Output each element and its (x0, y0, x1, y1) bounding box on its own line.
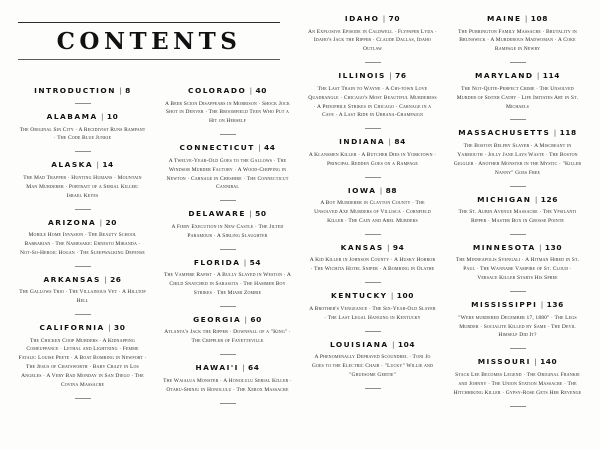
toc-entry-page-number: 140 (540, 357, 558, 367)
toc-entry-title: MICHIGAN (477, 194, 532, 204)
toc-entry-heading (307, 291, 438, 300)
toc-entry-separator: | (522, 14, 530, 23)
toc-entry-separator: | (532, 194, 540, 204)
toc-entry[interactable] (452, 195, 583, 226)
toc-entry-page-number: 26 (110, 274, 122, 284)
toc-entry[interactable] (17, 323, 148, 390)
toc-entry-chapters: The Original Sin City · A Recidivist Runs Rampant · The Code Blue Junkie (19, 126, 146, 142)
toc-entry-divider (75, 103, 91, 104)
toc-entry-title: COLORADO (188, 86, 247, 95)
toc-entry-page-number: 40 (255, 86, 267, 95)
toc-entry-chapters: The Boston Belfry Slayer · A Miscreant in Yarmouth · Jolly Jane Lays Waste · The Boston Giggler · Another Monster in the Mystic · "Killer Nanny" Goes Free (453, 142, 582, 176)
toc-entry-heading (17, 275, 148, 284)
toc-entry[interactable] (307, 340, 438, 380)
toc-entry-heading (162, 363, 293, 372)
toc-entry-separator: | (241, 257, 249, 267)
toc-entry-title: INDIANA (339, 137, 386, 147)
toc-entry-chapters: A Boy Murderer in Clayton County · The Unsolved Axe Murders of Villisca · Cornfield Killer · The Cain and Abel Murders (314, 200, 431, 224)
toc-entry-page-number: 118 (559, 128, 577, 138)
toc-entry-heading (452, 300, 583, 309)
toc-entry-title: IOWA (347, 185, 377, 195)
toc-entry-separator: | (242, 314, 250, 324)
toc-entry-chapters: A Klansmen Killer · A Butcher Dies in Yorktown · Principal Redden Goes on a Rampage (308, 151, 437, 167)
toc-entry-separator: | (536, 242, 544, 252)
toc-entry[interactable] (307, 14, 438, 54)
toc-entry-chapters: A Brother's Vengeance · The Six-Year-Old Slayer · The Last Legal Hanging in Kentucky (309, 305, 436, 321)
toc-entry[interactable] (452, 300, 583, 340)
toc-entry-separator: | (389, 339, 397, 349)
toc-entry[interactable] (452, 128, 583, 177)
toc-entry-separator: | (246, 209, 255, 219)
toc-entry-heading (307, 243, 438, 252)
toc-entry-page-number: 136 (546, 300, 564, 310)
toc-entry-page-number: 114 (542, 71, 560, 81)
toc-entry-chapters: The Vampire Rapist · A Bully Slayed in Weston · A Child Snatched in Sarasota · The Hammer Boy Strikes · The Miami Zombie (163, 272, 292, 296)
contents-column-1 (10, 14, 155, 442)
toc-entry[interactable] (452, 14, 583, 54)
toc-entry-separator: | (97, 217, 105, 227)
toc-entry-title: IDAHO (344, 14, 380, 23)
toc-entry-page-number: 100 (396, 291, 414, 301)
toc-entry-chapters: A Phenomenally Depraved Scoundrel · Toni Jo Goes to the Electric Chair · "Lucky" Willie and "Gruesome Gertie" (311, 354, 434, 378)
toc-entry-divider (75, 209, 91, 210)
toc-entry[interactable] (162, 143, 293, 192)
toc-entry-title: LOUISIANA (329, 339, 389, 349)
toc-entry-divider (510, 406, 526, 407)
contents-column-3 (300, 14, 445, 442)
toc-entry-page-number: 76 (395, 71, 407, 81)
toc-entry-divider (365, 128, 381, 129)
toc-entry-divider (365, 62, 381, 63)
toc-entry-divider (365, 177, 381, 178)
toc-entry-chapters: The Not-Quite-Perfect Crime · The Unsolved Murder of Sister Cathy · Life Imitates Art in St. Michaels (456, 85, 579, 110)
toc-entry-chapters: The Waialua Monster · A Honolulu Serial Killer · Otaru-Shinju in Honolulu · The Xerox Massacre (163, 377, 292, 393)
toc-entry-title: INTRODUCTION (34, 86, 116, 95)
toc-entry-chapters: "Were murdered December 17, 1880" · The Legs Murder · Socialite Killed by Same · The Devil Himself Did It? (458, 314, 577, 339)
toc-entry-page-number: 44 (264, 143, 276, 153)
toc-entry[interactable] (307, 71, 438, 120)
toc-entry-divider (75, 151, 91, 152)
toc-entry-heading (307, 71, 438, 80)
toc-entry[interactable] (162, 86, 293, 126)
toc-entry-separator: | (255, 143, 263, 153)
toc-entry-divider (510, 348, 526, 349)
toc-entry-separator: | (551, 128, 559, 138)
toc-entry-page-number: 126 (540, 194, 558, 204)
toc-entry[interactable] (162, 209, 293, 240)
toc-entry-title: MASSACHUSETTS (458, 128, 551, 138)
toc-entry-divider (220, 403, 236, 404)
toc-entry-page-number: 64 (248, 363, 260, 373)
toc-entry-chapters: The Chicken Coop Murders · A Kidnapping Comeuppance · Lethal and Lightning · Femme Fatale: Louise Peete · A Boat Bombing in Newport · The Jesus of Chatsworth · Baby Crazy in Los Angeles · A Very Bad Monday in San Diego · The Covina Massacre (18, 337, 147, 389)
toc-entry-separator: | (538, 300, 546, 310)
toc-entry-separator: | (101, 274, 110, 284)
toc-entry[interactable] (17, 160, 148, 200)
toc-entry-page-number: 84 (394, 137, 406, 147)
toc-entry-divider (220, 249, 236, 250)
toc-entry-page-number: 130 (544, 242, 563, 252)
toc-entry[interactable] (162, 363, 293, 394)
toc-entry-chapters: The Last Train to Wayne · A Chi-town Love Quadrangle · Chicago's Most Beautiful Murderess · A Pedophile Strikes in Chicago · Carnage in a Cave · A Last Ride in Urbana-Champaign (308, 85, 437, 119)
contents-column-4 (445, 14, 590, 442)
toc-entry-title: MAINE (487, 14, 522, 23)
toc-entry-page-number: 10 (106, 112, 119, 121)
toc-entry-title: FLORIDA (193, 257, 241, 267)
toc-entry-heading (162, 315, 293, 324)
toc-entry-divider (365, 388, 381, 389)
toc-entry-page-number: 54 (249, 257, 262, 267)
toc-entry-page-number: 30 (113, 323, 126, 333)
toc-entry-heading (17, 112, 148, 121)
toc-entry-divider (220, 200, 236, 201)
toc-entry[interactable] (17, 86, 148, 95)
toc-entry-chapters: A Twelve-Year-Old Goes to the Gallows · The Windsor Murder Factory · A Wood-Chipping in Newton · Carnage in Cheshire · The Connecticut Cannibal (166, 157, 289, 191)
toc-entry-divider (365, 234, 381, 235)
toc-entry-chapters: Mobile Home Invasion · The Beauty School Barbarian · The Namesake: Ernesto Miranda · Not-So-Heroic Hogan · The Sleepwalking Defense (20, 232, 145, 256)
toc-entry[interactable] (307, 291, 438, 322)
toc-entry-chapters: A Fiery Execution in New Castle · The Jilted Paramour · A Sibling Slaughter (171, 223, 284, 239)
toc-entry-divider (510, 119, 526, 120)
toc-entry-heading (452, 71, 583, 80)
toc-entry-title: KANSAS (340, 242, 384, 252)
toc-entry-heading (452, 357, 583, 366)
toc-entry-heading (162, 209, 293, 218)
toc-entry[interactable] (307, 186, 438, 226)
toc-entry-heading (452, 14, 583, 23)
toc-entry-separator: | (386, 137, 394, 147)
toc-entry-page-number: 94 (392, 242, 405, 252)
toc-entry-title: MARYLAND (475, 71, 534, 81)
toc-entry[interactable] (307, 243, 438, 274)
toc-entry-separator: | (534, 71, 542, 81)
toc-entry-page-number: 8 (125, 86, 131, 95)
toc-entry-divider (220, 134, 236, 135)
toc-entry[interactable] (452, 243, 583, 283)
toc-entry-separator: | (94, 160, 102, 170)
toc-entry-separator: | (531, 357, 540, 367)
toc-entry-divider (510, 234, 526, 235)
toc-entry[interactable] (17, 112, 148, 143)
toc-entry-separator: | (239, 363, 248, 373)
toc-entry-title: MINNESOTA (472, 242, 536, 252)
toc-entry-heading (307, 186, 438, 195)
toc-entry-title: CALIFORNIA (39, 323, 105, 333)
toc-entry-title: ALASKA (51, 160, 94, 170)
toc-entry-title: HAWAI'I (195, 363, 239, 373)
toc-entry[interactable] (162, 258, 293, 298)
toc-entry[interactable] (307, 137, 438, 168)
toc-entry-separator: | (116, 86, 125, 95)
toc-entry-chapters: The Purrington Family Massacre · Brutality in Brunswick · A Murderous Madwoman · A Coke Rampage in Newry (458, 28, 577, 53)
toc-entry-page-number: 20 (105, 217, 117, 227)
toc-entry-heading (307, 14, 438, 23)
toc-entry-heading (17, 86, 148, 95)
toc-entry-chapters: The St. Aubin Avenue Massacre · The Ypsilanti Ripper · Master Box in Grosse Pointe (458, 209, 577, 224)
toc-entry-divider (510, 291, 526, 292)
toc-entry-heading (307, 137, 438, 146)
toc-entry-divider (510, 62, 526, 63)
toc-entry-divider (75, 266, 91, 267)
toc-entry-divider (220, 354, 236, 355)
toc-entry-separator: | (380, 14, 388, 23)
toc-entry-heading (162, 143, 293, 152)
toc-entry[interactable] (452, 357, 583, 397)
toc-entry-separator: | (384, 242, 392, 252)
toc-entry-title: KENTUCKY (331, 291, 388, 301)
toc-entry-divider (365, 331, 381, 332)
toc-entry-chapters: Stack Lee Becomes Legend · The Original Frankie and Johnny · The Union Station Massacre · The Hitchhiking Killer · Gypsy-Rose Gets Her Revenge (453, 371, 582, 396)
toc-entry-chapters: Atlanta's Jack the Ripper · Downfall of a "King" · The Crippler of Fayetteville (164, 329, 291, 345)
toc-entry-heading (307, 340, 438, 349)
toc-entry-heading (17, 218, 148, 227)
toc-entry-page-number: 104 (397, 339, 416, 349)
toc-entry-heading (452, 243, 583, 252)
toc-entry-separator: | (388, 291, 396, 301)
toc-entry-heading (452, 195, 583, 204)
contents-column-2 (155, 14, 300, 442)
toc-entry-page-number: 88 (385, 185, 398, 195)
toc-entry-title: DELAWARE (188, 209, 246, 219)
toc-entry-heading (17, 160, 148, 169)
toc-entry-separator: | (105, 323, 113, 333)
toc-entry-heading (452, 128, 583, 137)
toc-entry-divider (220, 306, 236, 307)
toc-entry-page-number: 70 (388, 14, 401, 23)
toc-entry-title: GEORGIA (193, 314, 242, 324)
page-title: CONTENTS (56, 28, 242, 55)
toc-entry-chapters: A Beer Scion Disappears in Morrison · Shock Jock Shot in Denver · The Broomfield Teen Who Put a Hit on Herself (165, 100, 290, 125)
toc-entry-page-number: 14 (102, 160, 114, 170)
toc-entry-title: MISSOURI (477, 357, 531, 367)
toc-entry-title: ILLINOIS (338, 71, 386, 81)
toc-entry-chapters: The Minneapolis Svengali · A Hitman Hired in St. Paul · The Wannabe Vampire of St. Cloud · Versace Killer Starts His Spree (455, 257, 580, 282)
toc-entry-heading (162, 258, 293, 267)
toc-entry-divider (75, 314, 91, 315)
toc-entry-separator: | (386, 71, 395, 81)
toc-entry-heading (17, 323, 148, 332)
toc-entry-chapters: An Explosive Episode in Caldwell · Flypaper Lyda · Idaho's Jack the Ripper · Claude Dallas, Idaho Outlaw (308, 28, 437, 53)
toc-entry-title: ARIZONA (48, 217, 97, 227)
toc-entry-separator: | (98, 112, 106, 121)
toc-entry-divider (510, 186, 526, 187)
toc-entry-separator: | (247, 86, 255, 95)
toc-entry-divider (365, 282, 381, 283)
toc-entry[interactable] (17, 218, 148, 258)
toc-entry-separator: | (377, 185, 385, 195)
toc-entry-heading (162, 86, 293, 95)
toc-entry-chapters: The Gallows Trio · The Villainous Vet · A Hilltop Hell (19, 289, 146, 305)
toc-entry-chapters: The Mad Trapper · Hunting Humans · Mountain Man Murderer · Portrait of a Serial Killer: Israel Keyes (23, 174, 142, 199)
toc-entry-title: ALABAMA (46, 112, 98, 121)
toc-entry-page-number: 108 (530, 14, 548, 23)
toc-entry-divider (75, 398, 91, 399)
toc-entry-page-number: 60 (250, 314, 262, 324)
toc-entry-page-number: 50 (255, 209, 267, 219)
toc-entry[interactable] (17, 275, 148, 306)
toc-entry[interactable] (162, 315, 293, 346)
toc-entry[interactable] (452, 71, 583, 111)
toc-entry-title: CONNECTICUT (179, 143, 255, 153)
toc-entry-title: ARKANSAS (43, 274, 101, 284)
toc-entry-chapters: A Kid Killer in Johnson County · A Husky Horror · The Wichita Hotel Sniper · A Bombing in Olathe (309, 257, 436, 273)
toc-entry-title: MISSISSIPPI (471, 300, 538, 310)
